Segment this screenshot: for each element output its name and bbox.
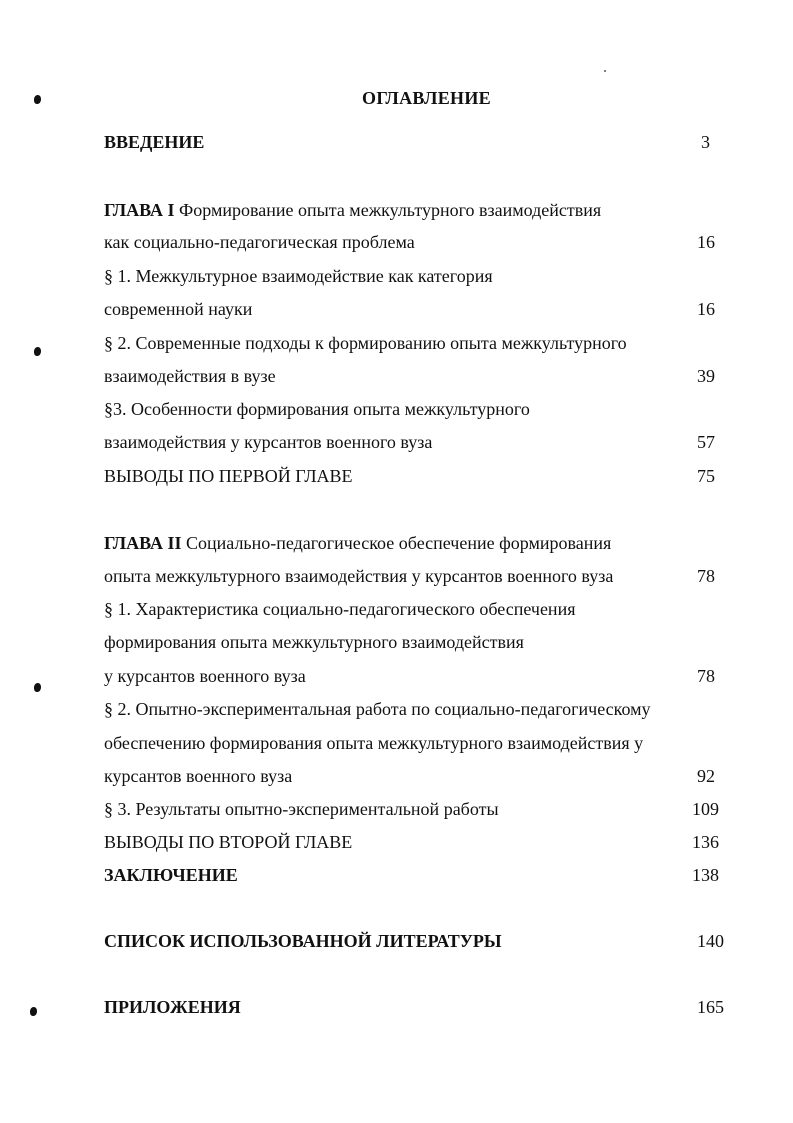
chapter2-heading-text: Социально-педагогическое обеспечение формирования (181, 533, 612, 553)
ch1-section1-line1: § 1. Межкультурное взаимодействие как категория (104, 266, 493, 286)
ch1-section2-line1: § 2. Современные подходы к формированию опыта межкультурного (104, 333, 627, 353)
ch1-section3-page: 57 (697, 432, 715, 452)
ch1-section3-line2: взаимодействия у курсантов военного вуза (104, 432, 433, 452)
ch1-section1-page: 16 (697, 299, 715, 319)
toc-references-label: СПИСОК ИСПОЛЬЗОВАННОЙ ЛИТЕРАТУРЫ (104, 931, 502, 951)
ch1-conclusions-page: 75 (697, 466, 715, 486)
ch2-conclusions-label: ВЫВОДЫ ПО ВТОРОЙ ГЛАВЕ (104, 832, 353, 852)
ch2-section1-line3: у курсантов военного вуза (104, 666, 306, 686)
scan-mark (34, 683, 41, 692)
chapter2-heading-line2: опыта межкультурного взаимодействия у курсантов военного вуза (104, 566, 614, 586)
toc-references-page: 140 (697, 931, 724, 951)
chapter2-heading-line1 (104, 532, 611, 554)
chapter2-page: 78 (697, 566, 715, 586)
chapter2-heading-bold: ГЛАВА II (104, 533, 182, 553)
ch2-conclusions-page: 136 (692, 832, 719, 852)
toc-intro-label: ВВЕДЕНИЕ (104, 132, 205, 152)
chapter1-heading-line2: как социально-педагогическая проблема (104, 232, 415, 252)
ch2-section2-line1: § 2. Опытно-экспериментальная работа по социально-педагогическому (104, 699, 651, 719)
page-title: ОГЛАВЛЕНИЕ (362, 88, 491, 108)
toc-appendices-label: ПРИЛОЖЕНИЯ (104, 997, 241, 1017)
ch2-section3-page: 109 (692, 799, 719, 819)
ch1-section2-line2: взаимодействия в вузе (104, 366, 276, 386)
ch2-section3-line1: § 3. Результаты опытно-экспериментальной работы (104, 799, 499, 819)
ch1-conclusions-label: ВЫВОДЫ ПО ПЕРВОЙ ГЛАВЕ (104, 466, 353, 486)
ch2-section1-line2: формирования опыта межкультурного взаимодействия (104, 632, 524, 652)
chapter1-page: 16 (697, 232, 715, 252)
toc-appendices-page: 165 (697, 997, 724, 1017)
ch2-section1-page: 78 (697, 666, 715, 686)
ch2-section2-page: 92 (697, 766, 715, 786)
toc-conclusion-page: 138 (692, 865, 719, 885)
ch2-section1-line1: § 1. Характеристика социально-педагогического обеспечения (104, 599, 576, 619)
ch1-section1-line2: современной науки (104, 299, 253, 319)
chapter1-heading-bold: ГЛАВА I (104, 200, 175, 220)
toc-intro-page: 3 (701, 132, 710, 152)
ch1-section3-line1: §3. Особенности формирования опыта межкультурного (104, 399, 530, 419)
chapter1-heading-text: Формирование опыта межкультурного взаимодействия (174, 200, 602, 220)
ch2-section2-line3: курсантов военного вуза (104, 766, 293, 786)
chapter1-heading-line1 (104, 199, 601, 221)
scan-mark (34, 347, 41, 356)
toc-conclusion-label: ЗАКЛЮЧЕНИЕ (104, 865, 238, 885)
scan-dot (604, 70, 606, 72)
scan-mark (30, 1007, 37, 1016)
ch1-section2-page: 39 (697, 366, 715, 386)
ch2-section2-line2: обеспечению формирования опыта межкультурного взаимодействия у (104, 733, 644, 753)
